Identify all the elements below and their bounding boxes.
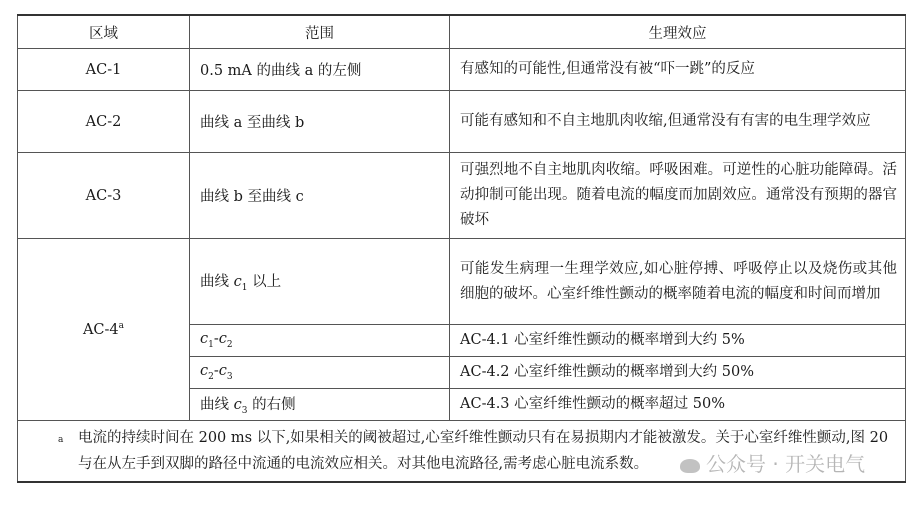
range-cell <box>190 357 450 389</box>
effect-cell: AC-4.1 心室纤维性颤动的概率增到大约 5% <box>450 325 906 357</box>
effect-cell: 有感知的可能性,但通常没有被“吓一跳”的反应 <box>450 49 906 91</box>
range-prefix: 曲线 <box>200 397 234 414</box>
effect-cell: AC-4.3 心室纤维性颤动的概率超过 50% <box>450 389 906 421</box>
watermark <box>680 448 865 477</box>
range-cell <box>190 325 450 357</box>
range-cell <box>190 239 450 325</box>
zone-cell: AC-3 <box>18 153 190 239</box>
curve-subscript: 2 <box>208 371 214 382</box>
wechat-icon <box>680 459 700 473</box>
footnote-mark: a <box>58 435 64 445</box>
range-cell: 曲线 b 至曲线 c <box>190 153 450 239</box>
curve-subscript: 1 <box>208 339 214 350</box>
curve-symbol: c <box>218 363 227 380</box>
footnote-text: 电流的持续时间在 200 ms 以下,如果相关的阈被超过,心室纤维性颤动只有在易损期内才能被激发。关于心室纤维性颤动,图 20 与在从左手到双脚的路径中流通的电流效应相关。对其他电流路径,需考虑心脏电流系数。 <box>78 430 889 472</box>
header-effect: 生理效应 <box>450 15 906 49</box>
curve-symbol: c <box>218 331 227 348</box>
effect-cell: AC-4.2 心室纤维性颤动的概率增到大约 50% <box>450 357 906 389</box>
curve-symbol: c <box>200 331 209 348</box>
curve-subscript: 3 <box>241 405 248 416</box>
curve-symbol: c <box>233 274 242 291</box>
range-dash: - <box>213 363 219 380</box>
curve-symbol: c <box>233 397 242 414</box>
header-row <box>18 15 906 49</box>
table-row-ac4-1 <box>18 239 906 325</box>
zone-cell: AC-1 <box>18 49 190 91</box>
effect-cell: 可能有感知和不自主地肌肉收缩,但通常没有有害的电生理学效应 <box>450 91 906 153</box>
zone-cell: AC-2 <box>18 91 190 153</box>
footnote-ref: a <box>118 321 125 332</box>
curve-symbol: c <box>200 363 209 380</box>
range-dash: - <box>213 331 219 348</box>
header-zone: 区域 <box>18 15 190 49</box>
curve-subscript: 1 <box>241 282 248 293</box>
table-row-ac1 <box>18 49 906 91</box>
curve-subscript: 3 <box>226 371 233 382</box>
effect-cell: 可强烈地不自主地肌肉收缩。呼吸困难。可逆性的心脏功能障碍。活动抑制可能出现。随着电流的幅度而加剧效应。通常没有预期的器官破坏 <box>450 153 906 239</box>
watermark-text: 公众号 · 开关电气 <box>706 452 866 476</box>
zone-label: AC-4 <box>82 321 119 338</box>
header-range: 范围 <box>190 15 450 49</box>
physiological-effects-table <box>17 14 906 483</box>
range-prefix: 曲线 <box>200 274 234 291</box>
table-row-ac2 <box>18 91 906 153</box>
range-cell <box>190 389 450 421</box>
table-row-ac3 <box>18 153 906 239</box>
range-suffix: 的右侧 <box>247 397 296 414</box>
effect-cell: 可能发生病理一生理学效应,如心脏停搏、呼吸停止以及烧伤或其他细胞的破坏。心室纤维性颤动的概率随着电流的幅度和时间而增加 <box>450 239 906 325</box>
range-suffix: 以上 <box>247 274 282 291</box>
zone-cell-ac4 <box>18 239 190 421</box>
range-cell: 0.5 mA 的曲线 a 的左侧 <box>190 49 450 91</box>
curve-subscript: 2 <box>226 339 233 350</box>
range-cell: 曲线 a 至曲线 b <box>190 91 450 153</box>
